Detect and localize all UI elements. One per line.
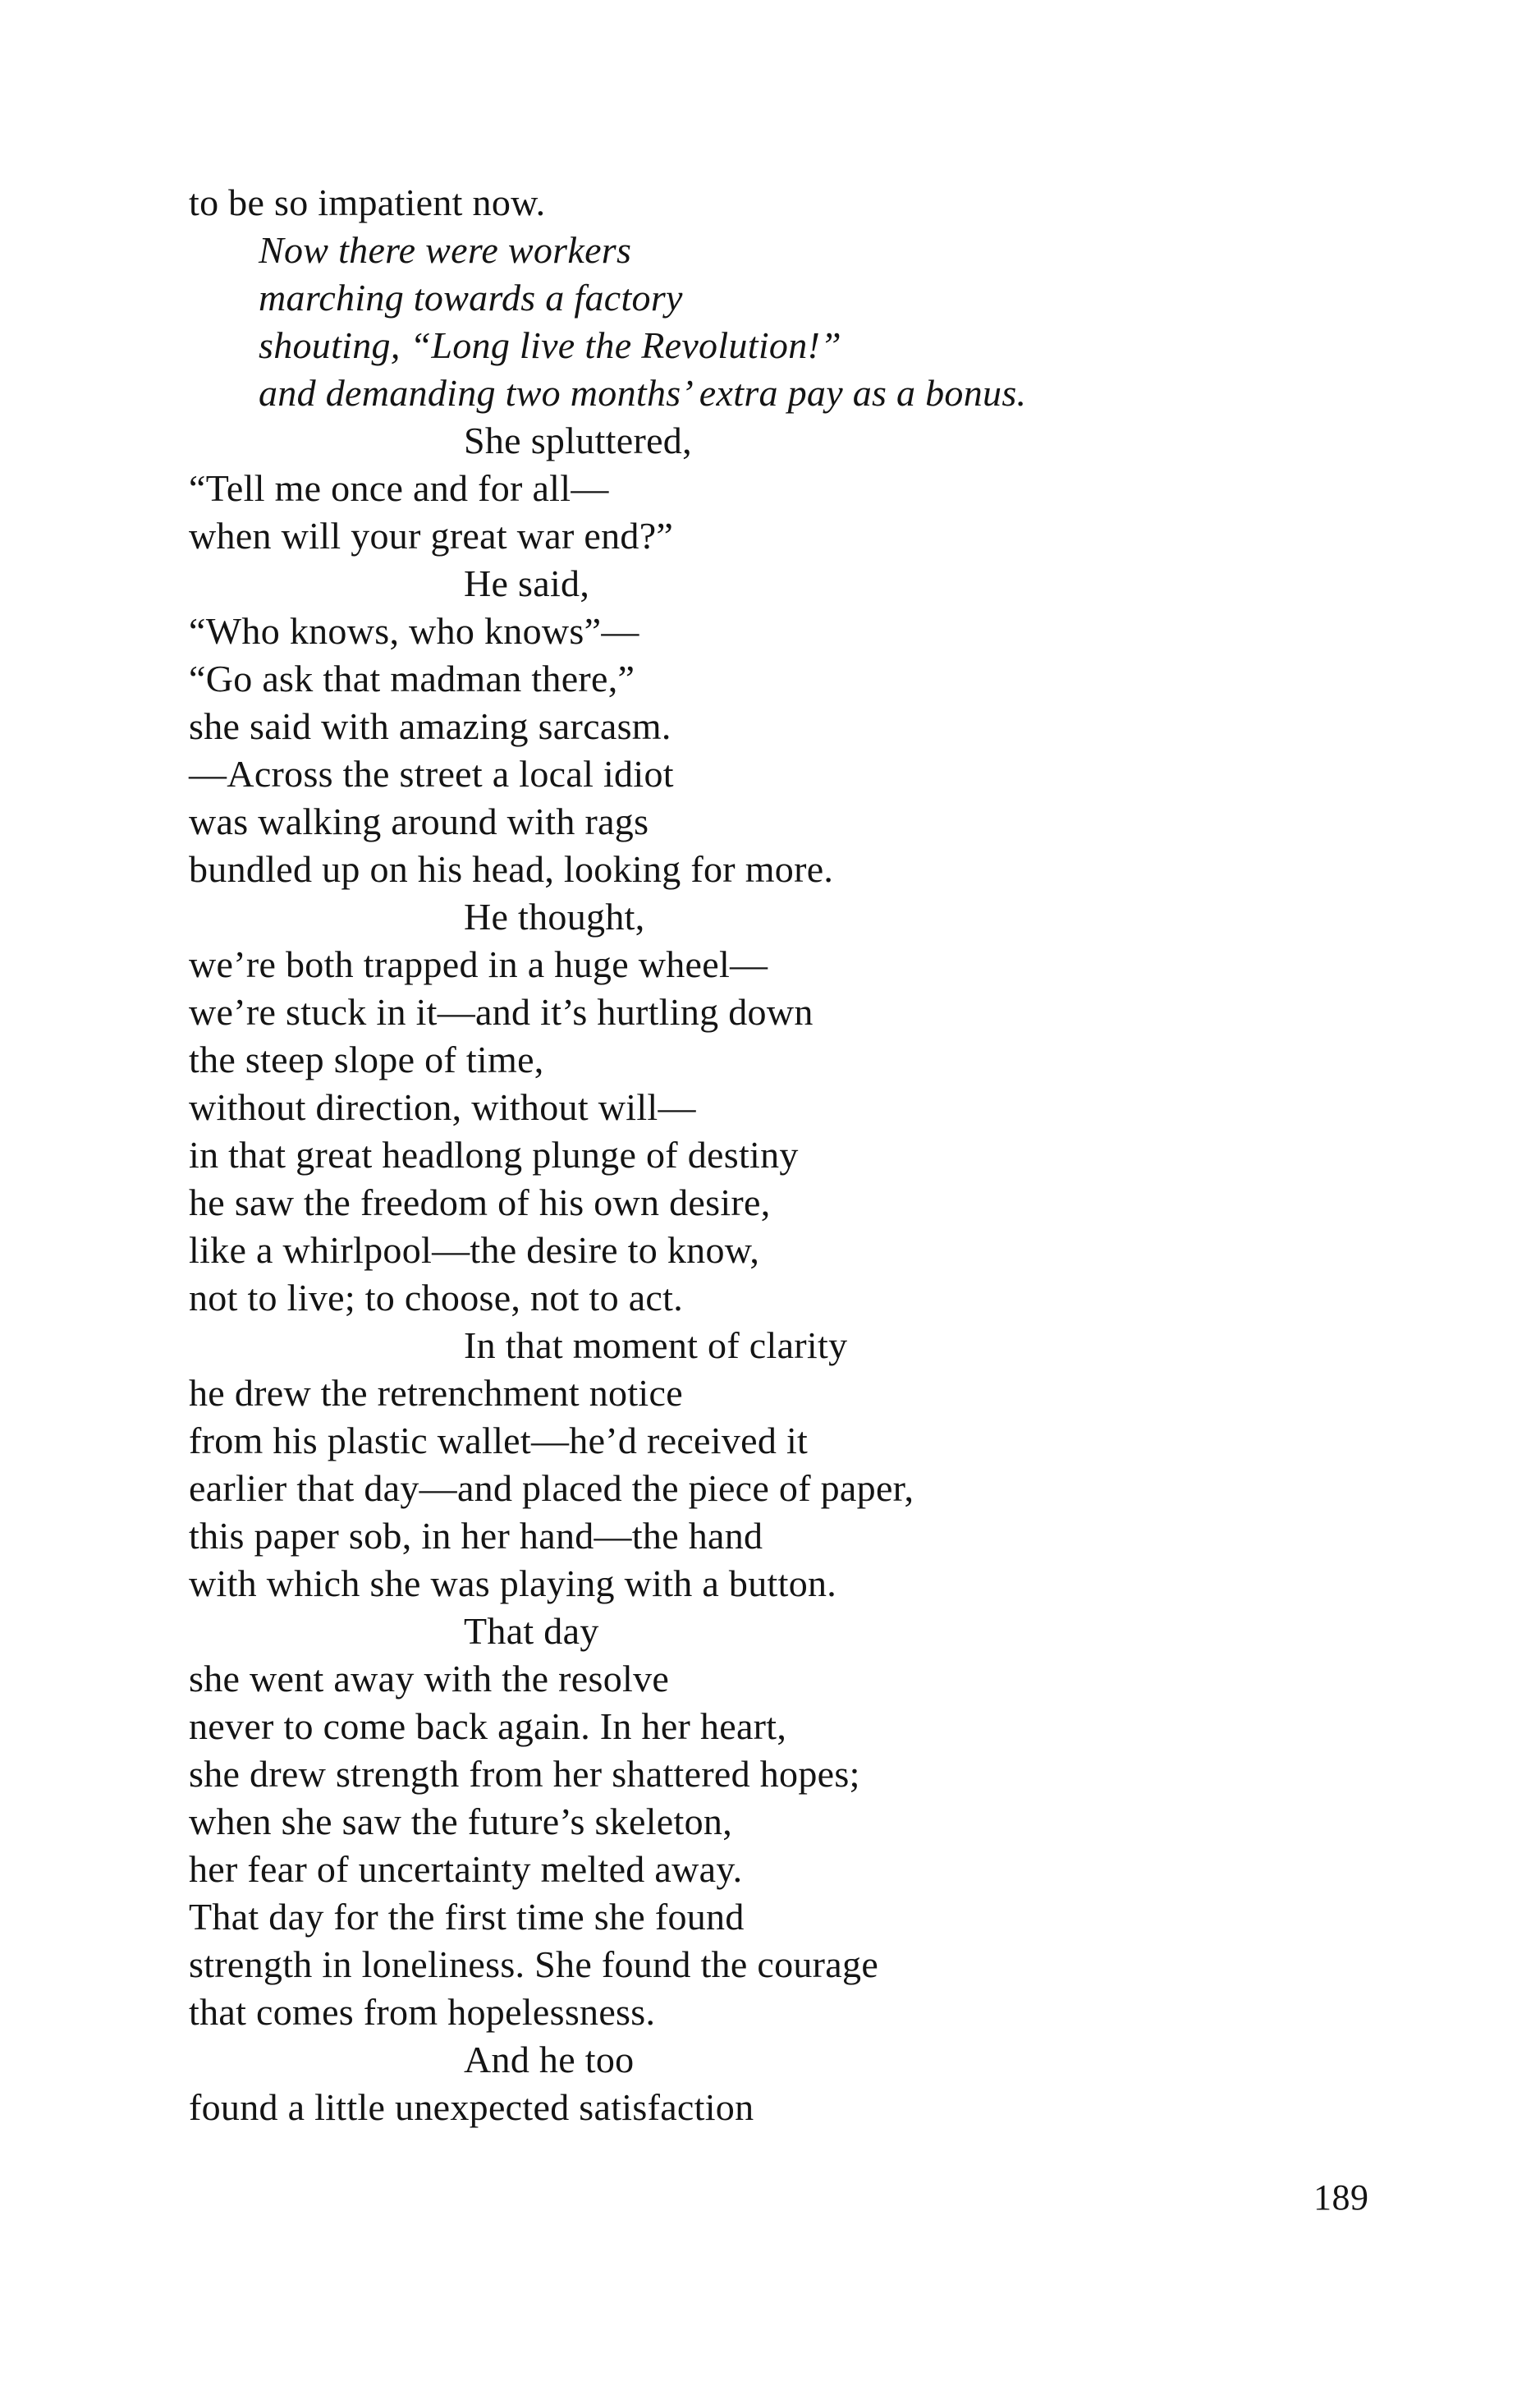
poem-line: That day (464, 1610, 599, 1652)
poem-line: when will your great war end?” (189, 515, 674, 557)
poem-line: from his plastic wallet—he’d received it (189, 1420, 809, 1461)
poem-line: not to live; to choose, not to act. (189, 1277, 684, 1319)
poem-line: she said with amazing sarcasm. (189, 705, 671, 747)
poem-line: —Across the street a local idiot (189, 753, 674, 795)
poem-line: “Who knows, who knows”— (189, 610, 639, 652)
page-number: 189 (1313, 2177, 1369, 2218)
poem-line: And he too (464, 2039, 635, 2080)
poem-line: In that moment of clarity (464, 1324, 848, 1366)
poem-line: marching towards a factory (259, 277, 683, 319)
poem-line: That day for the first time she found (189, 1896, 745, 1938)
poem-line: without direction, without will— (189, 1086, 696, 1128)
poem-line: she went away with the resolve (189, 1658, 670, 1699)
poem-line: that comes from hopelessness. (189, 1991, 656, 2033)
poem-line: her fear of uncertainty melted away. (189, 1848, 743, 1890)
poem-line: this paper sob, in her hand—the hand (189, 1515, 763, 1557)
poem-line: she drew strength from her shattered hopes; (189, 1753, 860, 1795)
poem-line: in that great headlong plunge of destiny (189, 1134, 799, 1176)
poem-line: He said, (464, 562, 590, 604)
poem-line: the steep slope of time, (189, 1039, 544, 1080)
poem-line: “Tell me once and for all— (189, 467, 609, 509)
poem-line: to be so impatient now. (189, 181, 546, 223)
poem-line: he saw the freedom of his own desire, (189, 1181, 771, 1223)
poem-line: we’re both trapped in a huge wheel— (189, 943, 768, 985)
poem-line: he drew the retrenchment notice (189, 1372, 683, 1414)
poem-line: when she saw the future’s skeleton, (189, 1800, 733, 1842)
poem-line: shouting, “Long live the Revolution!” (259, 324, 841, 366)
poem-line: with which she was playing with a button. (189, 1562, 837, 1604)
poem-line: He thought, (464, 896, 645, 938)
poem-line: strength in loneliness. She found the courage (189, 1943, 879, 1985)
poem-line: “Go ask that madman there,” (189, 658, 635, 700)
poem-line: was walking around with rags (189, 800, 649, 842)
poem-text-block (189, 179, 1354, 2131)
poem-line: Now there were workers (259, 229, 632, 271)
poem-line: found a little unexpected satisfaction (189, 2086, 754, 2128)
poem-line: we’re stuck in it—and it’s hurtling down (189, 991, 814, 1033)
poem-line: never to come back again. In her heart, (189, 1705, 787, 1747)
poem-line: like a whirlpool—the desire to know, (189, 1229, 760, 1271)
poem-line: earlier that day—and placed the piece of paper, (189, 1467, 914, 1509)
poem-line: She spluttered, (464, 420, 692, 461)
poem-line: bundled up on his head, looking for more. (189, 848, 834, 890)
poem-line: and demanding two months’ extra pay as a bonus. (259, 372, 1027, 414)
